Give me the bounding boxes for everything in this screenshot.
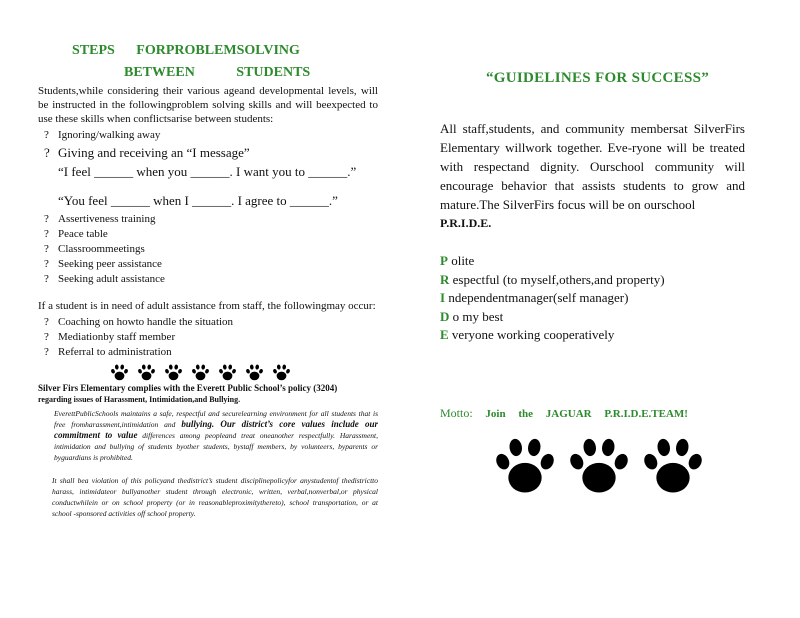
paw-print-icon xyxy=(494,437,556,495)
left-panel xyxy=(38,40,378,519)
paw-print-icon xyxy=(164,364,183,381)
paw-print-icon xyxy=(568,437,630,495)
problem-solving-title: STEPS FORPROBLEMSOLVING BETWEEN STUDENTS xyxy=(72,43,311,80)
pride-label: P.R.I.D.E. xyxy=(440,216,492,230)
paw-print-icon xyxy=(110,364,129,381)
list-item: ? Coaching on howto handle the situation xyxy=(38,315,378,330)
acrostic-row: E veryone working cooperatively xyxy=(440,327,615,342)
list-item: ? Assertiveness training xyxy=(38,212,378,227)
paw-print-icon xyxy=(245,364,264,381)
paw-print-icon xyxy=(191,364,210,381)
paw-print-icon xyxy=(137,364,156,381)
list-item: ? Ignoring/walking away xyxy=(38,128,378,143)
jaguar-paws xyxy=(494,437,704,495)
skills-list-2 xyxy=(38,212,378,287)
acrostic-row: D o my best xyxy=(440,308,504,324)
acrostic-row: R espectful (to myself,others,and property) xyxy=(440,271,665,287)
list-item: ? Giving and receiving an “I message” xyxy=(38,143,378,162)
right-panel xyxy=(440,70,745,345)
list-item: ? Referral to administration xyxy=(38,345,378,360)
paw-divider xyxy=(38,364,378,381)
i-message-line-1: “I feel ______ when you ______. I want you to ______.” xyxy=(58,164,357,179)
acrostic-row: I ndependentmanager(self manager) xyxy=(440,290,629,305)
list-item: ? Classroommeetings xyxy=(38,242,378,257)
adult-assistance-list xyxy=(38,315,378,360)
acrostic-row: P olite xyxy=(440,253,475,268)
list-item: ? Mediationby staff member xyxy=(38,330,378,345)
paw-print-icon xyxy=(642,437,704,495)
policy-paragraph-1: EverettPublicSchools maintains a safe, respectful and securelearning environment for all students that is free fromharassment,intimidation and bullying. Our district’s core values include our commitment to value differences among peopleand treat oneanother respectfully. Harassment, intimidation and bullying of students byother students, bystaff members, by volunteers, byparents or byguardians is prohibited. xyxy=(54,409,378,462)
list-item: ? Peace table xyxy=(38,227,378,242)
guidelines-title: “GUIDELINES FOR SUCCESS” xyxy=(485,70,710,86)
adult-assistance-paragraph: If a student is in need of adult assistance from staff, the followingmay occur: xyxy=(38,300,376,312)
list-item: ? Seeking peer assistance xyxy=(38,257,378,272)
paw-print-icon xyxy=(272,364,291,381)
pride-acrostic xyxy=(440,252,745,345)
paw-print-icon xyxy=(218,364,237,381)
motto: Motto: Join the JAGUAR P.R.I.D.E.TEAM! xyxy=(440,406,688,420)
skills-list-1 xyxy=(38,128,378,162)
i-message-line-2: “You feel ______ when I ______. I agree to ______.” xyxy=(58,193,338,208)
policy-heading: Silver Firs Elementary complies with the Everett Public School’s policy (3204) regarding issues of Harassment, Intimidation,and Bullying. xyxy=(38,383,338,404)
list-item: ? Seeking adult assistance xyxy=(38,272,378,287)
intro-paragraph: Students,while considering their various ageand developmental levels, will be instructed in the followingproblem solving skills and will beexpected to use these skills when conflictsarise between students: xyxy=(38,85,378,125)
guidelines-paragraph: All staff,students, and community membersat SilverFirs Elementary willwork together. Eve-ryone will be treated with respectand dignity. Ourschool community will encourage behavior that assists students to grow and mature.The SilverFirs focus will be on ourschool xyxy=(440,121,745,212)
policy-paragraph-2: It shall bea violation of this policyand thedistrict’s student disciplinepolicyfor anystudentof thedistrictto harass, intimidateor bullyanother student through electronic, written, verbal,nonverbal,or physical conductwhilein or on school property (or in reasonableproximitythereto), school transportation, or at school -sponsored activities off school property. xyxy=(52,476,378,518)
